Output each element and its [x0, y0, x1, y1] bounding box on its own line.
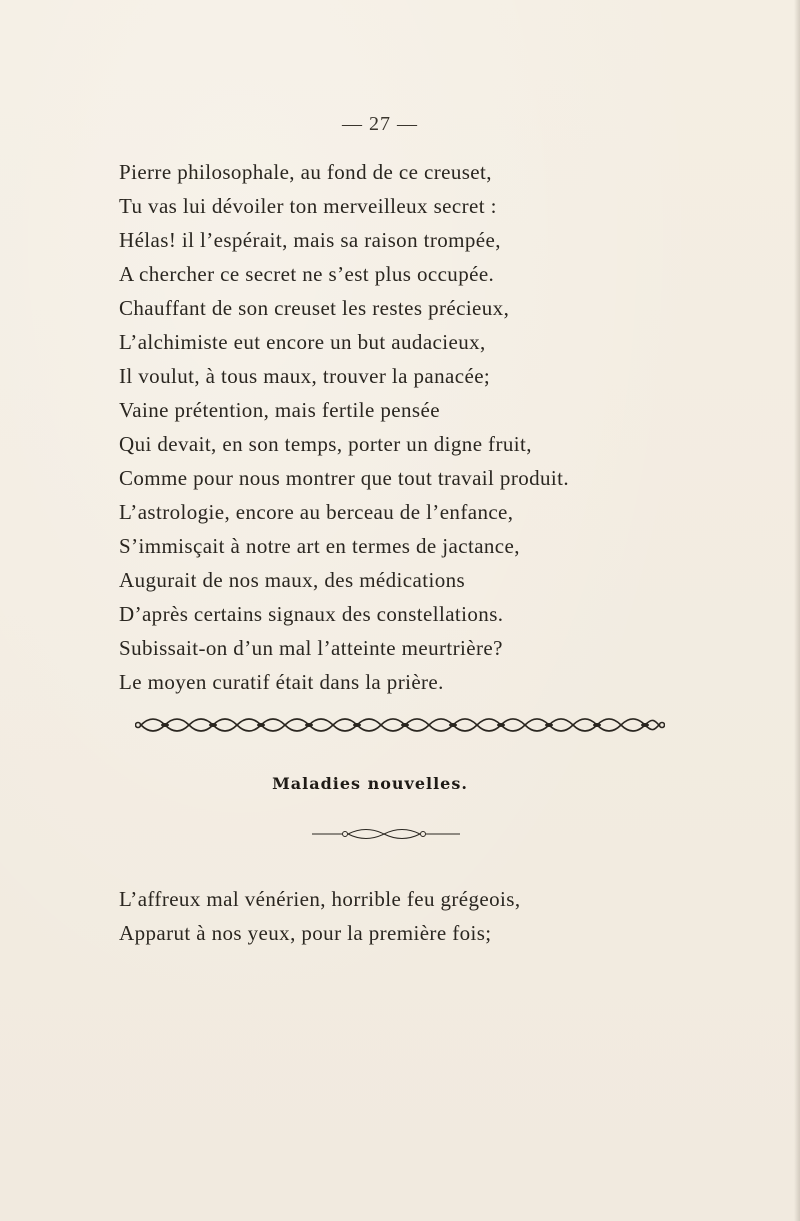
verse-line: D’après certains signaux des constellations. — [119, 602, 504, 626]
poem-stanza-2 — [119, 882, 679, 950]
verse-line: Qui devait, en son temps, porter un digne fruit, — [119, 432, 532, 456]
verse-line: Hélas! il l’espérait, mais sa raison trompée, — [119, 228, 501, 252]
verse-line: L’astrologie, encore au berceau de l’enfance, — [119, 500, 514, 524]
verse-line: Il voulut, à tous maux, trouver la panacée; — [119, 364, 491, 388]
verse-line: L’affreux mal vénérien, horrible feu grégeois, — [119, 887, 521, 911]
verse-line: L’alchimiste eut encore un but audacieux, — [119, 330, 486, 354]
verse-line: Le moyen curatif était dans la prière. — [119, 670, 444, 694]
verse-line: Pierre philosophale, au fond de ce creuset, — [119, 160, 492, 184]
small-divider-ornament — [312, 826, 460, 842]
page-number: — 27 — — [342, 113, 418, 135]
verse-line: A chercher ce secret ne s’est plus occupée. — [119, 262, 495, 286]
verse-line: Tu vas lui dévoiler ton merveilleux secret : — [119, 194, 497, 218]
section-title: Maladies nouvelles. — [272, 774, 468, 793]
verse-line: Augurait de nos maux, des médications — [119, 568, 466, 592]
verse-line: Chauffant de son creuset les restes précieux, — [119, 296, 510, 320]
verse-line: Apparut à nos yeux, pour la première fois; — [119, 921, 492, 945]
verse-line: S’immisçait à notre art en termes de jactance, — [119, 534, 520, 558]
verse-line: Subissait-on d’un mal l’atteinte meurtrière? — [119, 636, 503, 660]
page-edge-shadow — [794, 0, 800, 1221]
verse-line: Comme pour nous montrer que tout travail produit. — [119, 466, 570, 490]
poem-stanza-1 — [119, 155, 679, 699]
verse-line: Vaine prétention, mais fertile pensée — [119, 398, 440, 422]
decorative-rule-ornament — [135, 714, 665, 736]
